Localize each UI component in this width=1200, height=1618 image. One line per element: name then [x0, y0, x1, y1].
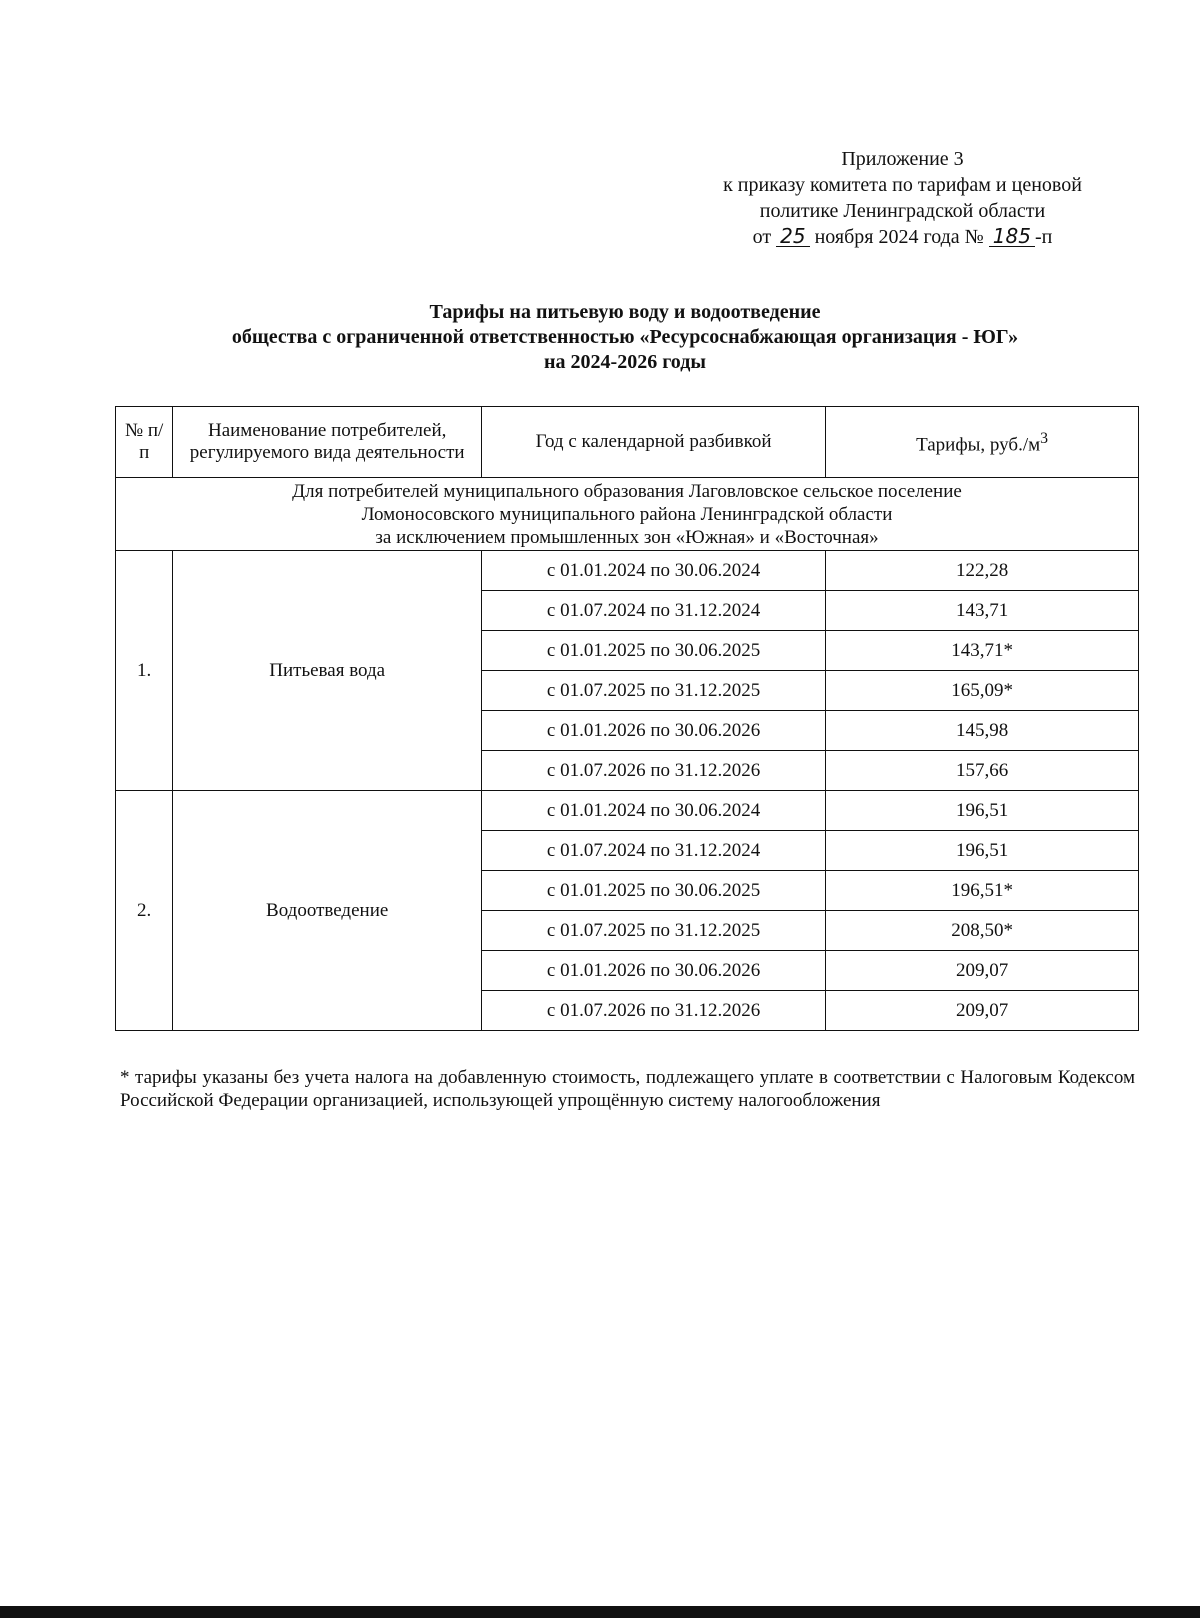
rate-cell: 209,07 — [826, 951, 1139, 991]
scan-edge-bar — [0, 1606, 1200, 1618]
header-name: Наименование потребителей, регулируемого вида деятельности — [173, 407, 482, 478]
period-cell: с 01.07.2024 по 31.12.2024 — [482, 831, 826, 871]
title-line-1: Тарифы на питьевую воду и водоотведение — [429, 301, 821, 323]
table-row — [116, 551, 1139, 591]
rate-cell: 208,50* — [826, 911, 1139, 951]
period-cell: с 01.01.2025 по 30.06.2025 — [482, 871, 826, 911]
header-rate-label: Тарифы, руб./м — [916, 434, 1041, 456]
group-line-3: за исключением промышленных зон «Южная» и «Восточная» — [375, 526, 879, 548]
period-cell: с 01.01.2024 по 30.06.2024 — [482, 551, 826, 591]
period-cell: с 01.01.2025 по 30.06.2025 — [482, 631, 826, 671]
section-name: Водоотведение — [173, 791, 482, 1031]
rate-cell: 196,51* — [826, 871, 1139, 911]
annex-line-1: к приказу комитета по тарифам и ценовой — [723, 174, 1082, 196]
group-cell — [116, 478, 1139, 551]
annex-order-number: 185 — [989, 226, 1035, 247]
tariff-table — [115, 406, 1139, 1031]
rate-cell: 145,98 — [826, 711, 1139, 751]
group-row — [116, 478, 1139, 551]
table-header-row — [116, 407, 1139, 478]
period-cell: с 01.01.2026 по 30.06.2026 — [482, 951, 826, 991]
footnote: * тарифы указаны без учета налога на добавленную стоимость, подлежащего уплате в соответствии с Налоговым Кодексом Российской Федерации организацией, использующей упрощённую систему налогообложения — [120, 1067, 1135, 1111]
period-cell: с 01.07.2026 по 31.12.2026 — [482, 751, 826, 791]
period-cell: с 01.01.2026 по 30.06.2026 — [482, 711, 826, 751]
annex-line-2: политике Ленинградской области — [759, 200, 1046, 222]
annex-day: 25 — [776, 226, 809, 247]
title-line-2: общества с ограниченной ответственностью «Ресурсоснабжающая организация - ЮГ» — [231, 326, 1019, 348]
rate-cell: 122,28 — [826, 551, 1139, 591]
header-num: № п/п — [116, 407, 173, 478]
annex-header — [680, 146, 1125, 250]
period-cell: с 01.07.2025 по 31.12.2025 — [482, 671, 826, 711]
annex-suffix: -п — [1034, 226, 1053, 248]
annex-date-prefix: от — [752, 226, 772, 248]
group-line-2: Ломоносовского муниципального района Ленинградской области — [361, 503, 893, 525]
section-num: 1. — [116, 551, 173, 791]
rate-cell: 209,07 — [826, 991, 1139, 1031]
period-cell: с 01.07.2025 по 31.12.2025 — [482, 911, 826, 951]
annex-date-mid: ноября 2024 года № — [814, 226, 984, 248]
table-row — [116, 791, 1139, 831]
rate-cell: 143,71 — [826, 591, 1139, 631]
rate-cell: 143,71* — [826, 631, 1139, 671]
period-cell: с 01.07.2026 по 31.12.2026 — [482, 991, 826, 1031]
header-rate-sup: 3 — [1040, 429, 1049, 447]
document-title — [100, 300, 1150, 375]
rate-cell: 165,09* — [826, 671, 1139, 711]
period-cell: с 01.01.2024 по 30.06.2024 — [482, 791, 826, 831]
header-rate — [826, 407, 1139, 478]
header-period: Год с календарной разбивкой — [482, 407, 826, 478]
title-line-3: на 2024-2026 годы — [544, 351, 706, 373]
rate-cell: 196,51 — [826, 831, 1139, 871]
section-name: Питьевая вода — [173, 551, 482, 791]
annex-title: Приложение 3 — [841, 148, 964, 170]
section-num: 2. — [116, 791, 173, 1031]
rate-cell: 157,66 — [826, 751, 1139, 791]
group-line-1: Для потребителей муниципального образования Лаговловское сельское поселение — [292, 480, 962, 502]
annex-date-line — [680, 224, 1125, 250]
rate-cell: 196,51 — [826, 791, 1139, 831]
period-cell: с 01.07.2024 по 31.12.2024 — [482, 591, 826, 631]
